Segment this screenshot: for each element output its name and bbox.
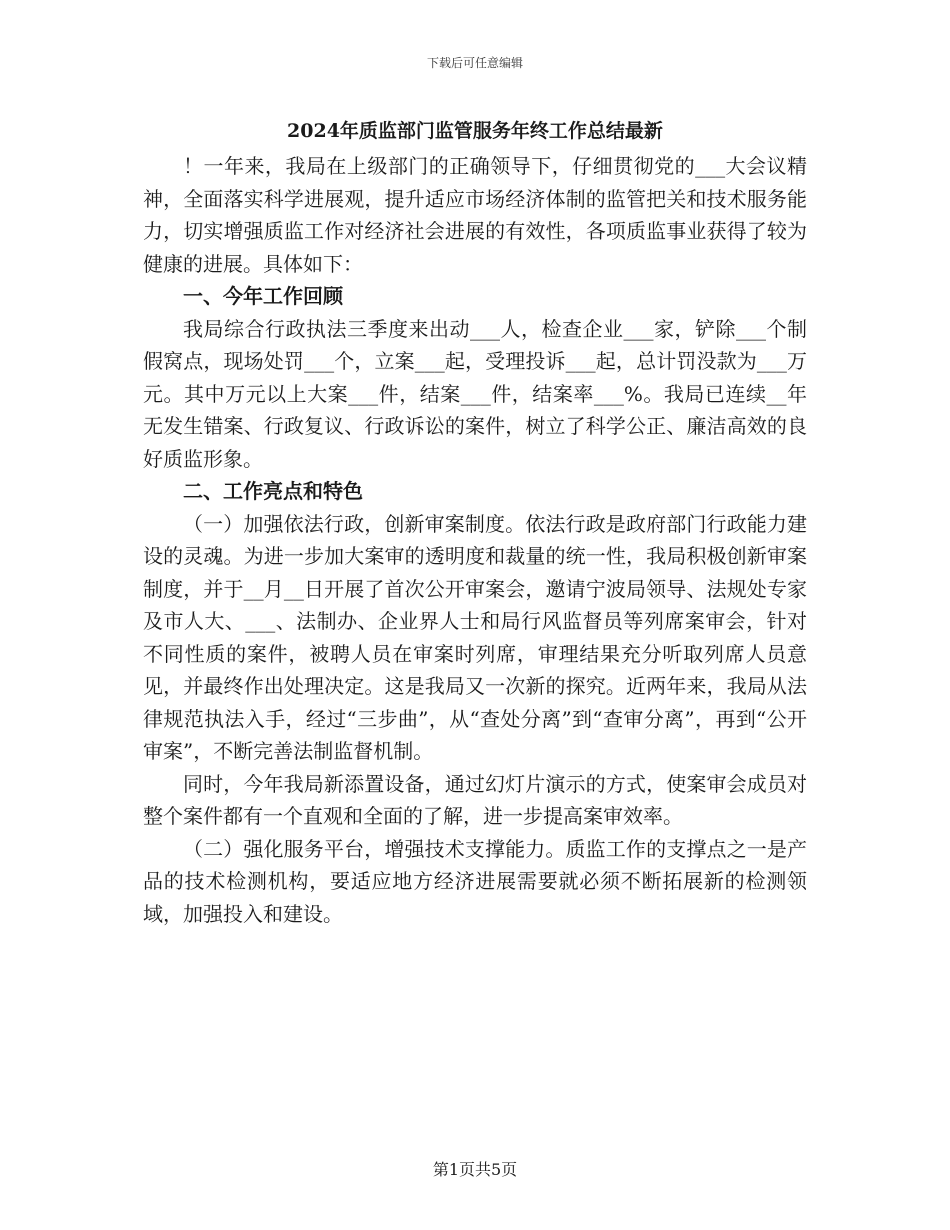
intro-paragraph: ！一年来，我局在上级部门的正确领导下，仔细贯彻党的___大会议精神，全面落实科学进展观，提升适应市场经济体制的监管把关和技术服务能力，切实增强质监工作对经济社会进展的有效性，各项质监事业获得了较为健康的进展。具体如下： [143,154,807,276]
highlight-paragraph-3: （二）强化服务平台，增强技术支撑能力。质监工作的支撑点之一是产品的技术检测机构，要适应地方经济进展需要就必须不断拓展新的检测领域，加强投入和建设。 [143,836,807,926]
highlight-paragraph-1: （一）加强依法行政，创新审案制度。依法行政是政府部门行政能力建设的灵魂。为进一步加大案审的透明度和裁量的统一性，我局积极创新审案制度，并于__月__日开展了首次公开审案会，邀请宁波局领导、法规处专家及市人大、___、法制办、企业界人士和局行风监督员等列席案审会，针对不同性质的案件，被聘人员在审案时列席，审理结果充分听取列席人员意见，并最终作出处理决定。这是我局又一次新的探究。近两年来，我局从法律规范执法入手，经过“三步曲”，从“查处分离”到“查审分离”，再到“公开审案”，不断完善法制监督机制。 [143,511,807,763]
page-header-note: 下载后可任意编辑 [426,56,523,70]
highlight-paragraph-2: 同时，今年我局新添置设备，通过幻灯片演示的方式，使案审会成员对整个案件都有一个直观和全面的了解，进一步提高案审效率。 [143,771,807,828]
document-title: 2024年质监部门监管服务年终工作总结最新 [287,120,663,142]
section-heading-review: 一、今年工作回顾 [183,284,343,308]
document-body [143,150,807,930]
page-number: 第1页共5页 [432,1160,518,1179]
review-paragraph: 我局综合行政执法三季度来出动___人，检查企业___家，铲除___个制假窝点，现场处罚___个，立案___起，受理投诉___起，总计罚没款为___万元。其中万元以上大案___件，结案___件，结案率___%。我局已连续__年无发生错案、行政复议、行政诉讼的案件，树立了科学公正、廉洁高效的良好质监形象。 [143,316,807,471]
section-heading-highlights: 二、工作亮点和特色 [183,479,363,503]
